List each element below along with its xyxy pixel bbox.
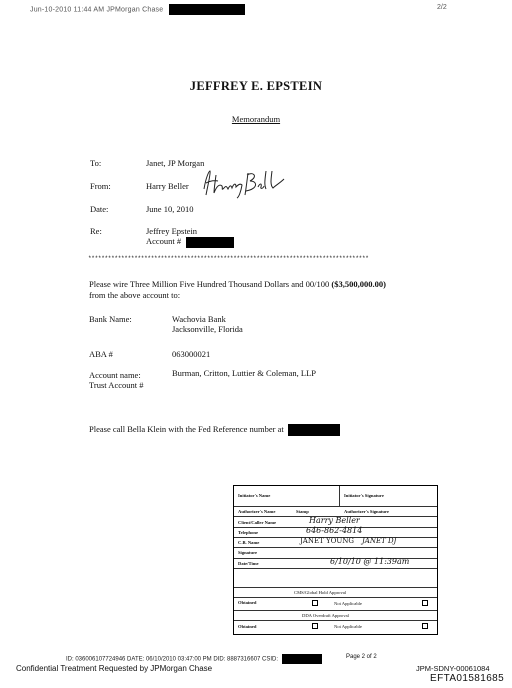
stamp-cb-name: C.B. Name (238, 540, 260, 545)
fax-page-number: 2/2 (437, 4, 447, 11)
to-value: Janet, JP Morgan (146, 158, 205, 168)
date-label: Date: (90, 204, 109, 214)
account-name-label (89, 370, 143, 390)
aba-label: ABA # (89, 349, 113, 359)
re-value (146, 226, 234, 248)
stamp-not-applicable-1: Not Applicable (334, 601, 362, 606)
wire-instruction (89, 279, 386, 301)
checkbox-na-1 (422, 600, 428, 606)
stamp-cms-hold: CMS/Global Hold Approval (294, 590, 347, 595)
fax-id-line (66, 654, 322, 664)
stamp-signature: Signature (238, 550, 258, 555)
account-line (146, 236, 234, 248)
document-title: JEFFREY E. EPSTEIN (189, 79, 323, 93)
bank-city: Jacksonville, Florida (172, 324, 243, 334)
stamp-initiator-sig: Initiator's Signature (344, 493, 384, 498)
account-name-label-text: Account name: (89, 370, 141, 380)
handwritten-caller: Harry Beller (309, 516, 360, 525)
call-text: Please call Bella Klein with the Fed Reference number at (89, 424, 284, 434)
signature-image (200, 167, 295, 204)
wire-amount: ($3,500,000.00) (331, 279, 386, 289)
bates-number: JPM-SDNY-00061084 (416, 664, 490, 673)
approval-stamp (233, 485, 438, 635)
document-subtitle: Memorandum (231, 114, 281, 124)
redaction-box (288, 424, 340, 436)
stamp-authorizer-name: Authorizer's Name (238, 509, 276, 514)
checkbox-obtained-2 (312, 623, 318, 629)
stamp-authorizer-sig: Authorizer's Signature (344, 509, 389, 514)
handwritten-initials: JANET DJ (362, 537, 397, 545)
stamp-obtained-2: Obtained (238, 624, 257, 629)
redaction-box (169, 4, 245, 15)
checkbox-obtained-1 (312, 600, 318, 606)
stamp-dda-overdraft: DDA Overdraft Approval (302, 613, 349, 618)
wire-text: Please wire Three Million Five Hundred Thousand Dollars and 00/100 (89, 279, 332, 289)
handwritten-signature (200, 167, 295, 199)
re-label: Re: (90, 226, 102, 236)
from-value: Harry Beller (146, 181, 189, 191)
stamp-telephone: Telephone (238, 530, 258, 535)
stamp-authorizer-stamp: Stamp (296, 509, 309, 514)
handwritten-phone: 646-862-4814 (306, 526, 363, 535)
checkbox-na-2 (422, 623, 428, 629)
bank-name: Wachovia Bank (172, 314, 226, 324)
stamp-obtained-1: Obtained (238, 600, 257, 605)
bank-name-value (172, 314, 243, 334)
redaction-box (282, 654, 322, 664)
stamp-client-caller: Client/Caller Name (238, 520, 277, 525)
handwritten-cb-name: JANET YOUNG (300, 537, 354, 545)
wire-text-2: from the above account to: (89, 290, 181, 300)
trust-account-label: Trust Account # (89, 380, 144, 390)
fax-id-text: ID: 036006107724946 DATE: 06/10/2010 03:47:00 PM DID: 8887316607 CSID: (66, 656, 279, 663)
fax-page-count: Page 2 of 2 (346, 654, 377, 660)
call-instruction (89, 424, 340, 436)
fax-header (30, 4, 245, 15)
to-label: To: (90, 158, 102, 168)
re-subject: Jeffrey Epstein (146, 226, 198, 236)
stamp-initiator-name: Initiator's Name (238, 493, 271, 498)
stamp-date-time: Date/Time (238, 561, 259, 566)
handwritten-date-time: 6/10/10 @ 11:39am (330, 557, 410, 566)
separator-line: ************************************************************************************* (88, 255, 369, 262)
confidential-notice: Confidential Treatment Requested by JPMorgan Chase (16, 664, 213, 673)
account-name-value: Burman, Critton, Luttier & Coleman, LLP (172, 368, 317, 378)
aba-value: 063000021 (172, 349, 211, 359)
account-label: Account # (146, 236, 182, 246)
redaction-box (186, 237, 234, 248)
efta-number: EFTA01581685 (430, 673, 505, 684)
date-value: June 10, 2010 (146, 204, 194, 214)
fax-header-text: Jun-10-2010 11:44 AM JPMorgan Chase (30, 6, 164, 14)
from-label: From: (90, 181, 111, 191)
bank-name-label: Bank Name: (89, 314, 132, 324)
stamp-not-applicable-2: Not Applicable (334, 624, 362, 629)
